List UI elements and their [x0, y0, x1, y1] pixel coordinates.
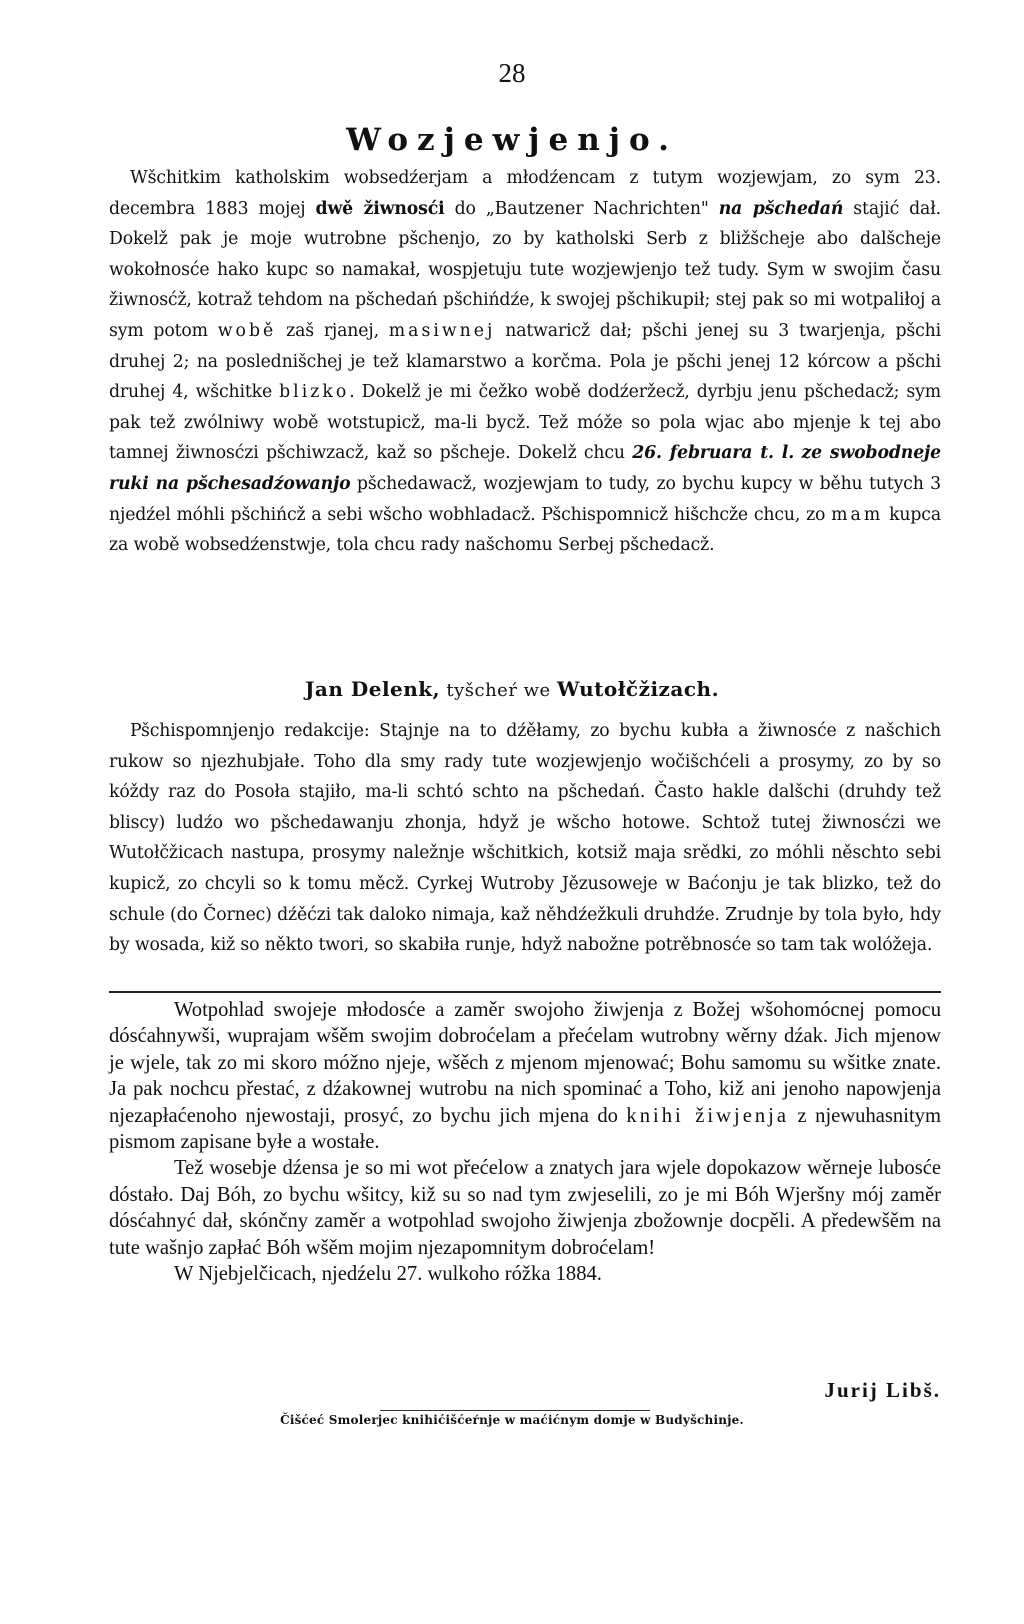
spaced-text: knihi žiwjenja [626, 1104, 790, 1127]
editorial-note [109, 716, 941, 961]
bold-text: na pšchedań [718, 198, 844, 219]
section-divider [109, 991, 941, 993]
signature-place: Wutołčžizach. [556, 677, 720, 701]
spaced-text: mam [831, 504, 884, 525]
spaced-text: blizko [279, 382, 350, 403]
spaced-text: wobě [217, 320, 277, 341]
bold-text: dwě žiwnosći [315, 198, 445, 219]
text-run: Wšchitkim katholskim wobsedźerjam a młodźencam z tutym wozjewjam, zo sym 23. decembra 1883 mojej [109, 168, 941, 219]
announcement-signature [0, 677, 1024, 701]
printer-imprint: Čišćeć Smolerjec knihićišćeŕnje w maćićnym domje w Budyšchinje. [280, 1413, 744, 1427]
signature-name: Jan Delenk, [304, 677, 441, 701]
text-run: zaš rjanej, [276, 320, 389, 341]
page-number: 28 [498, 58, 526, 88]
thanks-paragraph-1 [109, 997, 941, 1155]
footer-divider [380, 1410, 650, 1411]
signature-role: tyšcheŕ we [440, 680, 557, 701]
text-run: . Dokelž je mi čežko wobě dodźeržecž, dyrbju jenu pšchedacž; sym pak tež zwólniwy wobě wotstupicž, ma-li bycž. Tež móže so pola wjac abo mjenje k tej abo tamnej žiwnosćzi pšchiwzacž, kaž so pšcheje. Dokelž chcu [109, 382, 941, 464]
text-run: do „Bautzener Nachrichten" [444, 198, 719, 219]
page-title: Wozjewjenjo. [346, 122, 678, 158]
announcement-body [109, 163, 941, 561]
text-run: pšchedawacž, wozjewjam to tudy, zo bychu kupcy w běhu tutych 3 njedźel móhli pšchińcž a sebi wšcho wobhladacž. Pšchispomnicž hišchcže chcu, zo [109, 473, 941, 525]
dateline: W Njebjelčicach, njedźelu 27. wulkoho róžka 1884. [174, 1263, 602, 1286]
text-run: stajić dał. Dokelž pak je moje wutrobne pšchenjo, zo by katholski Serb z bližšcheje abo dalšcheje wokołnosće hako kupc so namakał, wospjetuju tute wozjewjenjo tež tudy. Sym w swojim času žiwnosćž, kotraž tehdom na pšchedań pšchińdźe, k swojej pšchikupił; stej pak so mi wotpaliłoj a sym potom [109, 198, 941, 341]
thanks-notice [109, 997, 941, 1287]
announcement-paragraph [109, 163, 941, 561]
thanks-paragraph-2: Tež wosebje dźensa je so mi wot přećelow a znatych jara wjele dopokazow wěrneje lubosće dóstało. Daj Bóh, zo bychu wšitcy, kiž su so nad tym zwjeselili, zo je mi Bóh Wjeršny mój zaměr dósćahnyć dał, skónčny zaměr a wotpohlad swojoho žiwjenja zbožownje docpěli. A předewšěm na tute wašnjo zapłać Bóh wšěm mojim njezapomnitym dobroćelam! [109, 1157, 941, 1259]
text-run: natwaricž dał; pšchi jenej su 3 twarjenja, pšchi druhej 2; na poslednišchej je tež klamarstwo a korčma. Pola je pšchi jenej 12 kórcow a pšchi druhej 4, wšchitke [109, 320, 941, 403]
bold-text: 26. februara t. l. [632, 443, 795, 464]
spaced-text: masiwnej [388, 320, 496, 341]
thanks-signature: Jurij Libš. [824, 1378, 941, 1402]
text-run: kupca za wobě wobsedźenstwje, tola chcu rady našchomu Serbej pšchedacž. [109, 504, 941, 556]
editorial-paragraph: Pšchispomnjenjo redakcije: Stajnje na to dźěłamy, zo bychu kubła a žiwnosće z našchich rukow so njezhubjałe. Toho dla smy rady tute wozjewjenjo wočišchćeli a prosymy, zo by so kóždy raz do Posoła stajiło, ma-li schtó schto na pšchedań. Často hakle dalšchi (druhdy tež bliscy) ludźo wo pšchedawanju zhonja, hdyž je wšcho hotowe. Schtož tutej žiwnosćzi we Wutołčžicach nastupa, prosymy naležnje wšchitkich, kotsiž maja srědki, zo móhli něschto sebi kupicž, zo chcyli so k tomu měcž. Cyrkej Wutroby Jězusoweje w Baćonju je tak blizko, tež do schule (do Čornec) dźěćzi tak daloko nimaja, kaž něhdźežkuli druhdźe. Zrudnje by tola było, hdy by wosada, kiž so někto twori, so skabiła runje, hdyž nabožne potrěbnosće so tam tak wolóžeja. [109, 721, 941, 956]
bold-text: ze swobodneje ruki na pšchesadźowanjo [109, 443, 942, 494]
text-run: z njewuhasnitym pismom zapisane byłe a wostałe. [109, 1104, 941, 1154]
text-run: Wotpohlad swojeje młodosće a zaměr swojoho žiwjenja z Božej wšohomócnej pomocu dósćahnywši, wuprajam wšěm swojim dobroćelam a přećelam wutrobny wěrny dźak. Jich mjenow je wjele, tak zo mi skoro móžno njeje, wšěch z mjenom mjenować; Bohu samomu su wšitke znate. Ja pak nochcu přestać, z dźakownej wutrobu na nich spominać a Toho, kiž ani jenoho napowjenja njezapłaćenoho njewostaji, prosyć, zo bychu jich mjena do [109, 999, 941, 1127]
